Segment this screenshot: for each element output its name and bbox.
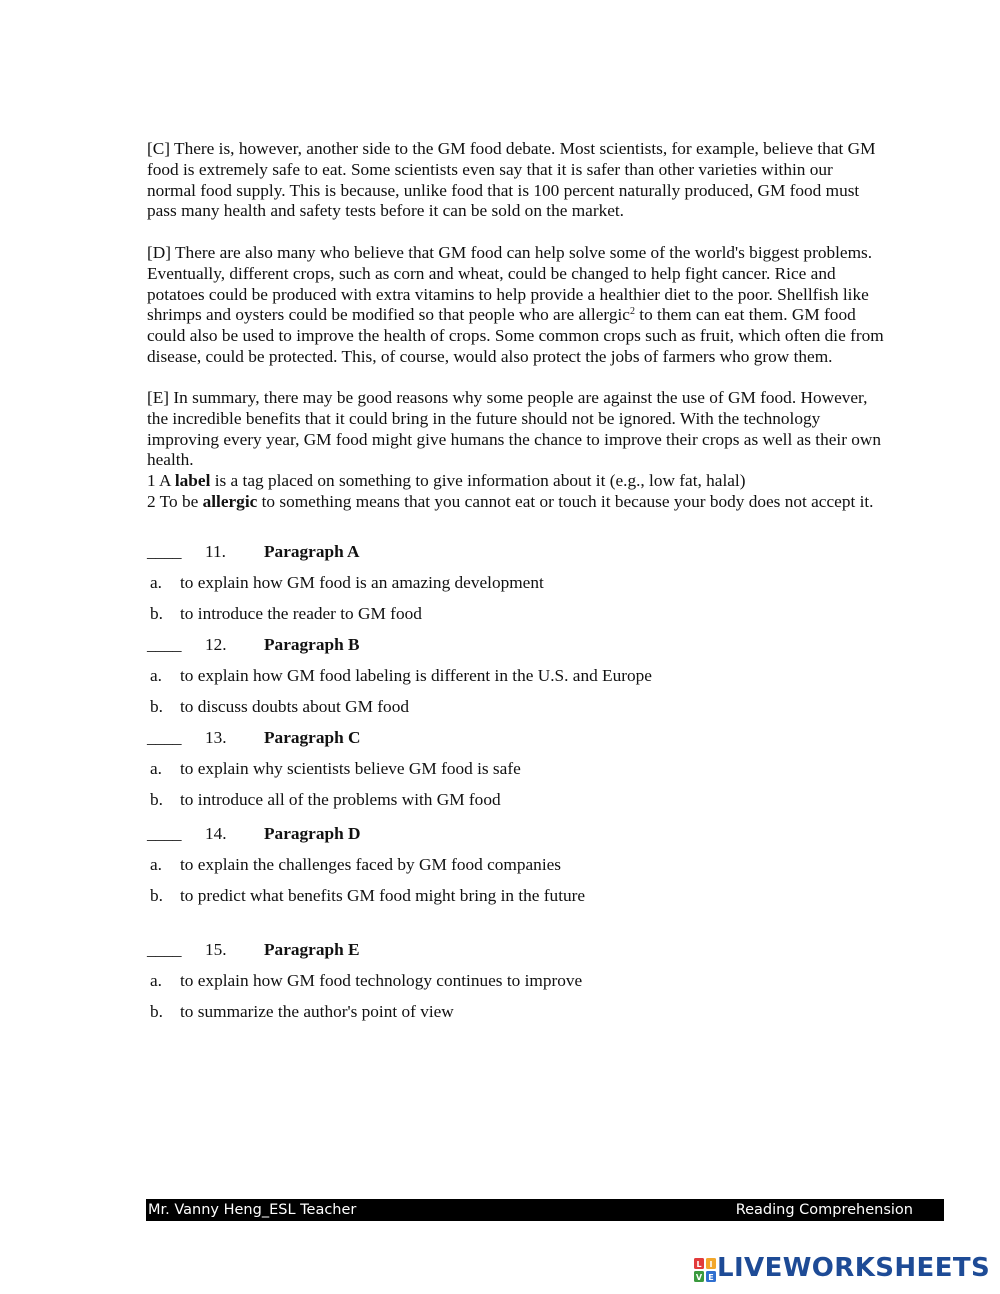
question-number: 13.: [205, 728, 227, 747]
logo-mark-letter: E: [708, 1273, 714, 1282]
question-title: Paragraph D: [264, 824, 361, 843]
footnote-ref-2: 2: [629, 306, 635, 318]
footnote-prefix: 2 To be: [147, 491, 203, 511]
option-text: to explain how GM food technology continues to improve: [180, 971, 583, 990]
footer-subject: Reading Comprehension: [735, 1202, 913, 1218]
paragraph-d-line: [D] There are also many who believe that GM food can help solve some of the world's biggest problems.: [147, 243, 873, 262]
answer-blank[interactable]: ____: [147, 940, 182, 959]
option-letter: b.: [150, 886, 163, 905]
option-letter: b.: [150, 790, 163, 809]
footnote-2: [147, 492, 922, 513]
option-letter: a.: [150, 573, 162, 592]
option-text: to explain why scientists believe GM food is safe: [180, 759, 521, 778]
paragraph-c-line: [C] There is, however, another side to the GM food debate. Most scientists, for example, believe that GM: [147, 139, 876, 158]
option-letter: a.: [150, 971, 162, 990]
paragraph-c-line: pass many health and safety tests before it can be sold on the market.: [147, 201, 625, 221]
line-text: shrimps and oysters could be modified so that people who are allergic: [147, 305, 630, 325]
option-text: to predict what benefits GM food might bring in the future: [180, 886, 586, 905]
paragraph-c: [147, 139, 922, 222]
option-letter: a.: [150, 855, 162, 874]
logo-mark-letter: L: [696, 1260, 702, 1269]
question-number: 12.: [205, 635, 227, 654]
paragraph-d-line: Eventually, different crops, such as corn and wheat, could be changed to help fight cancer. Rice and: [147, 263, 836, 283]
logo-mark-letter: V: [695, 1273, 703, 1282]
logo-mark-letter: I: [709, 1260, 713, 1269]
option-text: to introduce the reader to GM food: [180, 604, 422, 623]
option-letter: a.: [150, 666, 162, 685]
paragraph-e-line: [E] In summary, there may be good reasons why some people are against the use of GM food. However,: [147, 388, 868, 407]
option-letter: b.: [150, 604, 163, 623]
paragraph-d-line: [147, 305, 922, 326]
option-text: to summarize the author's point of view: [180, 1002, 454, 1021]
paragraph-d-line: could also be used to improve the health of crops. Some common crops such as fruit, which often die from: [147, 326, 884, 346]
paragraph-c-line: food is extremely safe to eat. Some scientists even say that it is safer than other varieties within our: [147, 159, 833, 179]
paragraph-c-line: normal food supply. This is because, unlike food that is 100 percent naturally produced, GM food must: [147, 180, 860, 200]
option-text: to discuss doubts about GM food: [180, 697, 409, 716]
paragraph-d-line: disease, could be protected. This, of course, would also protect the jobs of farmers who grow them.: [147, 346, 833, 366]
answer-blank[interactable]: ____: [147, 635, 182, 654]
question-title: Paragraph A: [264, 542, 360, 561]
paragraph-e: [147, 388, 922, 471]
question-title: Paragraph E: [264, 940, 360, 959]
footnote-prefix: 1 A: [147, 471, 175, 490]
question-title: Paragraph B: [264, 635, 360, 654]
option-text: to introduce all of the problems with GM food: [180, 790, 501, 809]
footer-author: Mr. Vanny Heng_ESL Teacher: [148, 1202, 357, 1218]
answer-blank[interactable]: ____: [147, 542, 182, 561]
paragraph-e-line: health.: [147, 450, 194, 470]
answer-blank[interactable]: ____: [147, 728, 182, 747]
logo-mark-icon: [694, 1258, 716, 1282]
option-letter: a.: [150, 759, 162, 778]
paragraph-e-line: the incredible benefits that it could bring in the future should not be ignored. With the technology: [147, 408, 821, 428]
option-text: to explain how GM food is an amazing development: [180, 573, 544, 592]
option-text: to explain how GM food labeling is different in the U.S. and Europe: [180, 666, 652, 685]
option-letter: b.: [150, 1002, 163, 1021]
footnote-term: label: [174, 471, 211, 490]
question-title: Paragraph C: [264, 728, 361, 747]
footnote-term: allergic: [202, 491, 258, 511]
footnote-1: [147, 471, 922, 492]
logo-wordmark: LIVEWORKSHEETS: [717, 1253, 991, 1283]
footnote-definition: is a tag placed on something to give information about it (e.g., low fat, halal): [210, 471, 746, 490]
footnote-definition: to something means that you cannot eat or touch it because your body does not accept it.: [257, 491, 874, 511]
footer-bar: [146, 1199, 944, 1221]
paragraph-d: [147, 243, 922, 368]
footnotes: [147, 471, 922, 513]
answer-blank[interactable]: ____: [147, 824, 182, 843]
option-letter: b.: [150, 697, 163, 716]
paragraph-d-line: potatoes could be produced with extra vitamins to help provide a healthier diet to the poor. Shellfish like: [147, 284, 869, 304]
option-text: to explain the challenges faced by GM food companies: [180, 855, 562, 874]
question-number: 11.: [205, 542, 226, 561]
line-text: to them can eat them. GM food: [634, 305, 856, 325]
question-number: 14.: [205, 824, 227, 843]
paragraph-e-line: improving every year, GM food might give humans the chance to improve their crops as well as their own: [147, 429, 882, 449]
question-number: 15.: [205, 940, 227, 959]
